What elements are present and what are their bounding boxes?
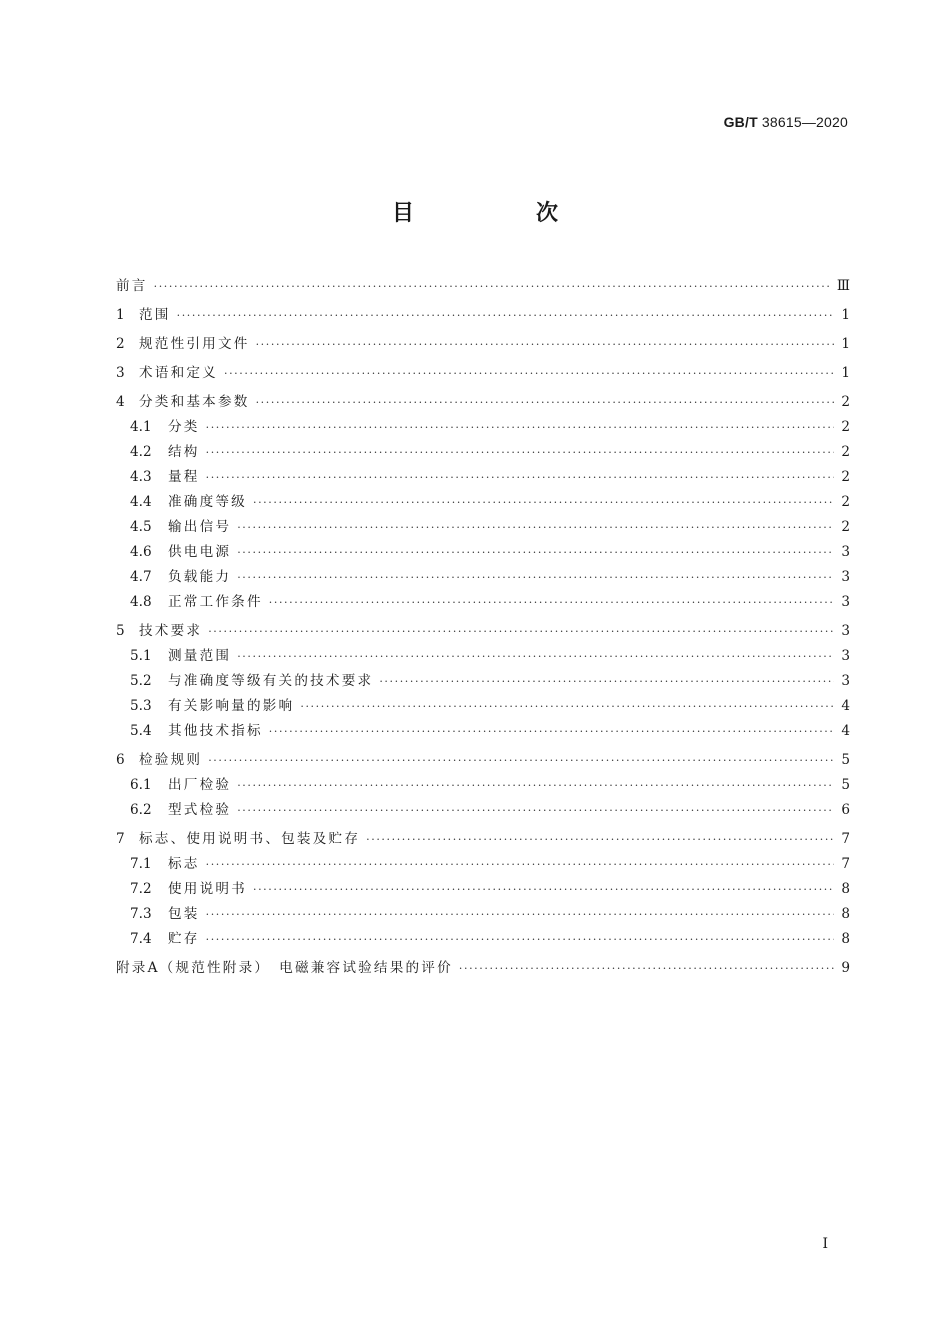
standard-code — [724, 114, 848, 130]
toc-entry-number: 4 — [116, 394, 125, 410]
toc-entry-page: 8 — [841, 906, 850, 922]
toc-dot-leader — [237, 565, 834, 590]
toc-entry[interactable] — [116, 440, 850, 465]
table-of-contents — [116, 270, 850, 981]
toc-entry-label: 前言 — [116, 278, 148, 294]
toc-entry-page: 3 — [841, 673, 850, 689]
toc-entry-page: 4 — [841, 723, 850, 739]
toc-entry-number: 6 — [116, 752, 125, 768]
toc-entry-number: 5 — [116, 623, 125, 639]
toc-entry-number: 3 — [116, 365, 125, 381]
toc-entry[interactable] — [116, 540, 850, 565]
toc-entry-label: 技术要求 — [139, 623, 203, 639]
toc-dot-leader — [253, 877, 834, 902]
toc-entry-label: 使用说明书 — [168, 881, 247, 897]
toc-entry-number: 4.8 — [130, 594, 152, 610]
toc-entry[interactable] — [116, 619, 850, 644]
toc-entry[interactable] — [116, 827, 850, 852]
toc-entry-label: 其他技术指标 — [168, 723, 263, 739]
toc-entry-label: 准确度等级 — [168, 494, 247, 510]
toc-entry-page: 8 — [841, 881, 850, 897]
toc-entry[interactable] — [116, 465, 850, 490]
toc-entry-label: 型式检验 — [168, 802, 232, 818]
toc-entry-number: 4.5 — [130, 519, 152, 535]
toc-entry-page: 6 — [841, 802, 850, 818]
toc-entry[interactable] — [116, 590, 850, 615]
toc-entry-number: 4.3 — [130, 469, 152, 485]
toc-entry[interactable] — [116, 274, 850, 299]
toc-dot-leader — [206, 927, 834, 952]
toc-entry-number: 7.3 — [130, 906, 152, 922]
toc-entry[interactable] — [116, 303, 850, 328]
toc-entry[interactable] — [116, 490, 850, 515]
toc-entry-page: 5 — [841, 777, 850, 793]
toc-entry-label: 有关影响量的影响 — [168, 698, 295, 714]
toc-entry-label: 负载能力 — [168, 569, 232, 585]
toc-entry-number: 6.2 — [130, 802, 152, 818]
toc-entry-label: 分类 — [168, 419, 200, 435]
toc-dot-leader — [379, 669, 834, 694]
toc-entry[interactable] — [116, 565, 850, 590]
toc-entry-label: 范围 — [139, 307, 171, 323]
toc-dot-leader — [177, 303, 834, 328]
toc-entry[interactable] — [116, 956, 850, 981]
toc-dot-leader — [256, 390, 834, 415]
toc-entry-page: 5 — [841, 752, 850, 768]
toc-entry-number: 7.1 — [130, 856, 152, 872]
toc-dot-leader — [269, 719, 834, 744]
toc-entry-number: 5.1 — [130, 648, 152, 664]
toc-dot-leader — [237, 540, 834, 565]
toc-entry-label: 量程 — [168, 469, 200, 485]
toc-entry-label: 分类和基本参数 — [139, 394, 250, 410]
toc-entry-page: 2 — [841, 519, 850, 535]
toc-entry-page: 8 — [841, 931, 850, 947]
toc-dot-leader — [206, 440, 834, 465]
toc-entry-number: 4.4 — [130, 494, 152, 510]
toc-dot-leader — [253, 490, 834, 515]
standard-number: 38615—2020 — [761, 114, 848, 130]
toc-entry-number: 5.2 — [130, 673, 152, 689]
toc-entry-page: 4 — [841, 698, 850, 714]
toc-dot-leader — [224, 361, 834, 386]
toc-entry-number: 4.1 — [130, 419, 152, 435]
toc-entry-page: 2 — [841, 394, 850, 410]
toc-entry[interactable] — [116, 515, 850, 540]
toc-entry-label: 检验规则 — [139, 752, 203, 768]
toc-entry-label: 术语和定义 — [139, 365, 218, 381]
toc-entry-page: 2 — [841, 419, 850, 435]
toc-dot-leader — [208, 619, 834, 644]
toc-entry-number: 1 — [116, 307, 125, 323]
toc-entry[interactable] — [116, 719, 850, 744]
toc-entry-number: 7 — [116, 831, 125, 847]
toc-dot-leader — [208, 748, 834, 773]
toc-entry-label: 出厂检验 — [168, 777, 232, 793]
toc-entry-page: 3 — [841, 569, 850, 585]
toc-dot-leader — [237, 515, 834, 540]
toc-entry-page: 7 — [841, 856, 850, 872]
toc-entry-label: 贮存 — [168, 931, 200, 947]
toc-dot-leader — [256, 332, 834, 357]
footer-page-number: Ⅰ — [822, 1236, 828, 1252]
toc-dot-leader — [269, 590, 834, 615]
toc-entry-number: 5.4 — [130, 723, 152, 739]
toc-entry-page: 2 — [841, 469, 850, 485]
toc-entry-page: 7 — [841, 831, 850, 847]
toc-entry-number: 7.4 — [130, 931, 152, 947]
toc-entry[interactable] — [116, 669, 850, 694]
toc-entry-number: 4.7 — [130, 569, 152, 585]
toc-dot-leader — [206, 415, 834, 440]
toc-entry-page: 9 — [841, 960, 850, 976]
toc-entry-page: 1 — [841, 307, 850, 323]
toc-entry-page: 3 — [841, 594, 850, 610]
toc-entry-label: 附录A（规范性附录） 电磁兼容试验结果的评价 — [116, 960, 453, 976]
page-title: 目 次 — [391, 201, 608, 226]
toc-entry[interactable] — [116, 415, 850, 440]
toc-entry[interactable] — [116, 361, 850, 386]
toc-entry-label: 标志 — [168, 856, 200, 872]
toc-dot-leader — [459, 956, 834, 981]
toc-entry[interactable] — [116, 390, 850, 415]
toc-entry-page: 2 — [841, 494, 850, 510]
toc-entry[interactable] — [116, 748, 850, 773]
toc-entry-number: 7.2 — [130, 881, 152, 897]
toc-entry-label: 输出信号 — [168, 519, 232, 535]
toc-dot-leader — [237, 644, 834, 669]
toc-dot-leader — [206, 902, 834, 927]
toc-entry-page: 1 — [841, 365, 850, 381]
toc-entry[interactable] — [116, 773, 850, 798]
toc-entry-number: 5.3 — [130, 698, 152, 714]
toc-entry[interactable] — [116, 902, 850, 927]
toc-entry-label: 结构 — [168, 444, 200, 460]
toc-entry[interactable] — [116, 694, 850, 719]
toc-dot-leader — [237, 773, 834, 798]
toc-entry-label: 供电电源 — [168, 544, 232, 560]
toc-entry[interactable] — [116, 644, 850, 669]
toc-entry-number: 2 — [116, 336, 125, 352]
toc-dot-leader — [366, 827, 834, 852]
toc-entry[interactable] — [116, 852, 850, 877]
toc-entry-number: 4.6 — [130, 544, 152, 560]
toc-entry-label: 标志、使用说明书、包装及贮存 — [139, 831, 361, 847]
toc-dot-leader — [154, 274, 831, 299]
toc-entry[interactable] — [116, 332, 850, 357]
toc-dot-leader — [206, 852, 834, 877]
toc-entry-label: 包装 — [168, 906, 200, 922]
toc-entry[interactable] — [116, 927, 850, 952]
toc-entry-page: 3 — [841, 623, 850, 639]
toc-entry[interactable] — [116, 798, 850, 823]
toc-entry-label: 规范性引用文件 — [139, 336, 250, 352]
toc-entry-label: 与准确度等级有关的技术要求 — [168, 673, 374, 689]
toc-dot-leader — [237, 798, 834, 823]
toc-entry[interactable] — [116, 877, 850, 902]
toc-entry-page: Ⅲ — [836, 278, 850, 294]
toc-entry-page: 2 — [841, 444, 850, 460]
standard-prefix: GB/T — [723, 114, 758, 130]
toc-entry-page: 3 — [841, 648, 850, 664]
toc-entry-number: 4.2 — [130, 444, 152, 460]
toc-dot-leader — [206, 465, 834, 490]
toc-entry-page: 1 — [841, 336, 850, 352]
toc-dot-leader — [300, 694, 834, 719]
toc-entry-page: 3 — [841, 544, 850, 560]
toc-entry-label: 测量范围 — [168, 648, 232, 664]
toc-entry-label: 正常工作条件 — [168, 594, 263, 610]
toc-entry-number: 6.1 — [130, 777, 152, 793]
